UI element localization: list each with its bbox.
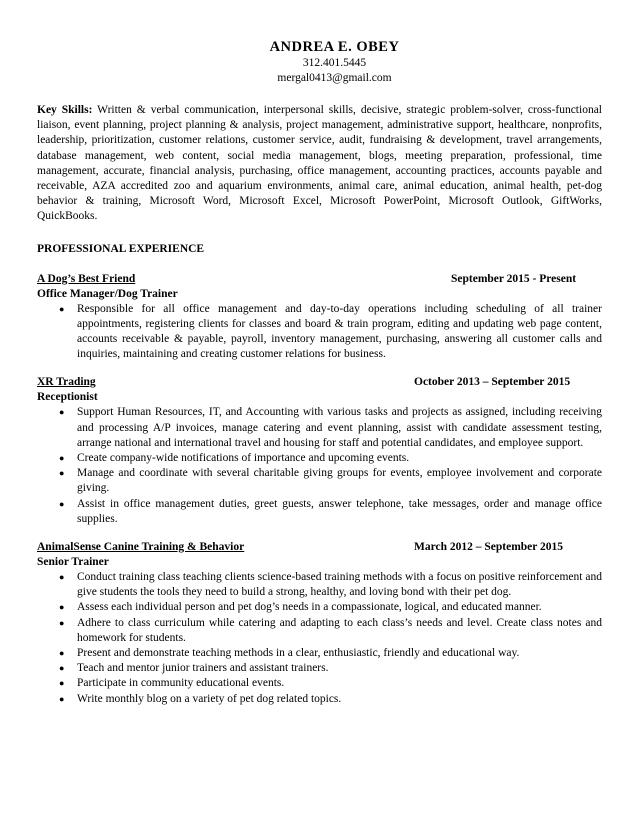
job-dates: March 2012 – September 2015: [414, 541, 564, 554]
duty-list: [37, 570, 602, 707]
job-header: [37, 375, 602, 390]
duty-text: Present and demonstrate teaching methods in a clear, enthusiastic, friendly and educational way.: [77, 647, 520, 660]
bullet-icon: ●: [59, 648, 65, 659]
duty-text: Create company-wide notifications of importance and upcoming events.: [77, 452, 410, 465]
bullet-icon: ●: [59, 602, 65, 613]
duty-item: [37, 692, 602, 707]
duty-text: Participate in community educational events.: [77, 677, 285, 690]
duty-text: Manage and coordinate with several charitable giving groups for events, employee involvement and corporate giving.: [77, 467, 602, 495]
job-entry: [37, 540, 602, 707]
key-skills-text: Written & verbal communication, interpersonal skills, decisive, strategic problem-solver, cross-functional liaison, event planning, project planning & analysis, project management, administrative support, healthcare, nonprofits, leadership, prioritization, customer relations, customer service, audit, fundraising & development, travel arrangements, database management, web content, social media management, blogs, meeting preparation, professional, time management, accurate, financial analysis, purchasing, office management, accounting practices, accounts payable and receivable, AZA accredited zoo and aquarium environments, animal care, animal education, animal health, pet-dog behavior & training, Microsoft Word, Microsoft Excel, Microsoft PowerPoint, Microsoft Outlook, GiftWorks, QuickBooks.: [37, 104, 602, 223]
duty-item: [37, 497, 602, 527]
job-dates: October 2013 – September 2015: [414, 376, 571, 389]
duty-text: Support Human Resources, IT, and Accounting with various tasks and projects as assigned, including receiving and processing A/P invoices, manage catering and event planning, assist with candidate assessment testing, arrange national and international travel and housing for staff and potential candidates, and employee support.: [77, 406, 602, 449]
bullet-icon: ●: [59, 693, 65, 704]
duty-item: [37, 676, 602, 691]
job-dates: September 2015 - Present: [451, 272, 577, 285]
duty-text: Teach and mentor junior trainers and assistant trainers.: [77, 662, 329, 675]
phone-number: 312.401.5445: [302, 57, 367, 69]
duty-text: Write monthly blog on a variety of pet dog related topics.: [77, 692, 342, 705]
bullet-icon: ●: [59, 572, 65, 583]
job-title: Receptionist: [37, 391, 98, 404]
bullet-icon: ●: [59, 678, 65, 689]
duty-item: [37, 616, 602, 646]
duty-list: [37, 302, 602, 363]
job-title: Office Manager/Dog Trainer: [37, 287, 178, 300]
duty-item: [37, 405, 602, 451]
duty-item: [37, 302, 602, 363]
candidate-name: ANDREA E. OBEY: [269, 39, 400, 55]
job-entry: [37, 272, 602, 363]
company-name: XR Trading: [37, 376, 96, 389]
email-address: mergal0413@gmail.com: [277, 72, 392, 84]
duty-text: Adhere to class curriculum while catering and adapting to each class’s needs and level. Create class notes and homework for students.: [77, 616, 602, 644]
company-name: A Dog’s Best Friend: [37, 272, 136, 285]
resume-page: [37, 38, 602, 707]
duty-item: [37, 600, 602, 615]
bullet-icon: ●: [59, 453, 65, 464]
bullet-icon: ●: [59, 663, 65, 674]
duty-text: Conduct training class teaching clients science-based training methods with a focus on positive reinforcement and give students the tools they need to build a strong, healthy, and loving bond with their pet dog.: [77, 571, 602, 599]
bullet-icon: ●: [59, 498, 65, 509]
job-header: [37, 540, 602, 555]
duty-list: [37, 405, 602, 527]
job-header: [37, 272, 602, 287]
duty-item: [37, 646, 602, 661]
job-entry: [37, 375, 602, 527]
duty-text: Responsible for all office management and day-to-day operations including scheduling of all trainer appointments, registering clients for classes and board & train program, editing and updating web page content, accounts receivable & payable, payroll, inventory management, purchasing, answering all customer calls and inquiries, maintaining and creating customer relations for business.: [77, 302, 602, 361]
bullet-icon: ●: [59, 407, 65, 418]
company-name: AnimalSense Canine Training & Behavior: [37, 541, 245, 554]
duty-item: [37, 451, 602, 466]
bullet-icon: ●: [59, 617, 65, 628]
duty-item: [37, 661, 602, 676]
experience-heading: PROFESSIONAL EXPERIENCE: [37, 242, 205, 255]
duty-item: [37, 570, 602, 600]
job-title: Senior Trainer: [37, 556, 109, 569]
duty-text: Assess each individual person and pet dog’s needs in a compassionate, logical, and educated manner.: [77, 601, 542, 614]
key-skills-label: Key Skills:: [37, 104, 93, 116]
duty-item: [37, 466, 602, 496]
bullet-icon: ●: [59, 303, 65, 314]
bullet-icon: ●: [59, 468, 65, 479]
key-skills-paragraph: [37, 103, 602, 225]
duty-text: Assist in office management duties, greet guests, answer telephone, take messages, order and manage office supplies.: [77, 497, 602, 525]
